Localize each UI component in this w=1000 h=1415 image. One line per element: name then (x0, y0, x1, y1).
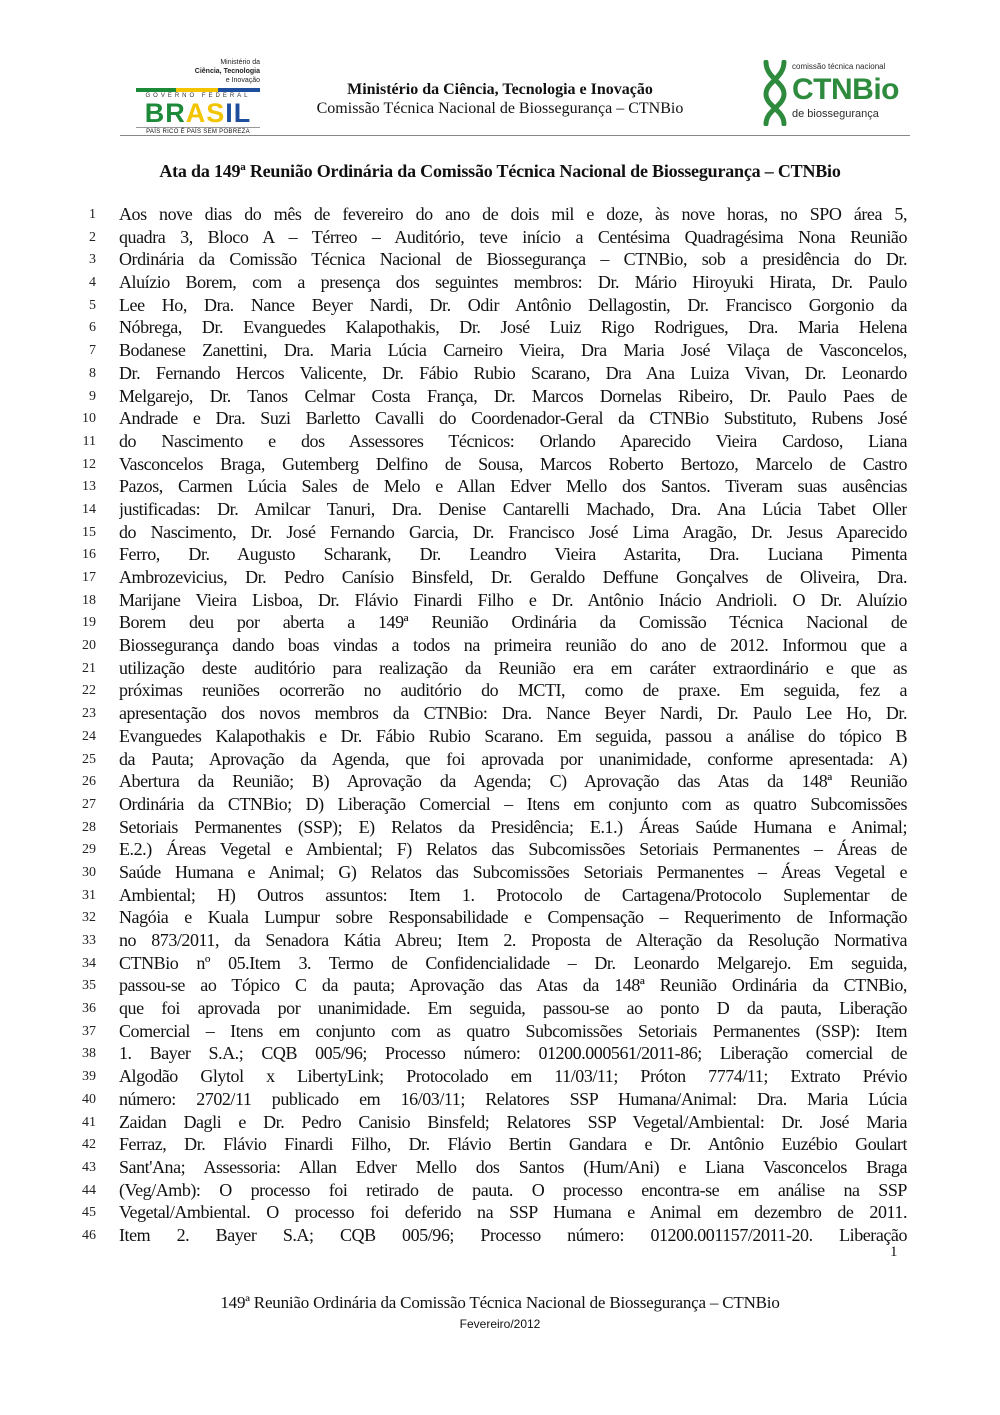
line-text: que foi aprovada por unanimidade. Em seguida, passou-se ao ponto D da pauta, Liberação (119, 998, 907, 1019)
line-number: 36 (82, 1001, 96, 1017)
line-number: 27 (82, 796, 96, 812)
line-number: 10 (82, 411, 96, 427)
line-number: 42 (82, 1137, 96, 1153)
text-line (0, 339, 1000, 362)
line-text: passou-se ao Tópico C da pauta; Aprovação das Atas da 148ª Reunião Ordinária da CTNBio, (119, 975, 907, 996)
line-number: 33 (82, 933, 96, 948)
line-number: 26 (82, 774, 96, 790)
line-text: Vegetal/Ambiental. O processo foi deferido na SSP Humana e Animal em dezembro de 2011. (119, 1202, 907, 1223)
line-text: Ferro, Dr. Augusto Scharank, Dr. Leandro Vieira Astarita, Dra. Luciana Pimenta (119, 544, 907, 565)
text-line (0, 725, 1000, 748)
line-number: 45 (82, 1205, 96, 1221)
line-number: 29 (82, 842, 96, 858)
line-number: 32 (82, 910, 96, 926)
line-text: Saúde Humana e Animal; G) Relatos das Subcomissões Setoriais Permanentes – Áreas Vegetal e (119, 861, 907, 882)
line-number: 17 (82, 570, 96, 585)
text-line (0, 679, 1000, 702)
line-number: 13 (82, 479, 96, 495)
text-line (0, 430, 1000, 453)
line-number: 4 (89, 275, 96, 291)
page-header (0, 0, 1000, 140)
text-line (0, 566, 1000, 589)
text-line (0, 997, 1000, 1020)
line-number: 20 (82, 638, 96, 654)
text-line (0, 271, 1000, 294)
text-line (0, 657, 1000, 680)
text-line (0, 203, 1000, 226)
text-line (0, 611, 1000, 634)
line-text: Dr. Fernando Hercos Valicente, Dr. Fábio Rubio Scarano, Dra Ana Luiza Vivan, Dr. Leonardo (119, 362, 907, 383)
text-line (0, 861, 1000, 884)
brasil-wordmark (136, 100, 260, 127)
flag-color-bar (136, 88, 260, 92)
header-divider (120, 135, 910, 136)
dna-helix-icon (760, 60, 790, 126)
line-text: 1. Bayer S.A.; CQB 005/96; Processo número: 01200.000561/2011-86; Liberação comercial de (119, 1043, 907, 1064)
line-text: Ordinária da Comissão Técnica Nacional de Biossegurança – CTNBio, sob a presidência do Dr. (119, 249, 907, 270)
brasil-text: BRASIL (144, 98, 252, 128)
line-number: 43 (82, 1159, 96, 1175)
line-number: 14 (82, 501, 96, 517)
line-number: 21 (82, 660, 96, 676)
line-text: Nagóia e Kuala Lumpur sobre Responsabilidade e Compensação – Requerimento de Informação (119, 907, 907, 928)
line-text: Aluízio Borem, com a presença dos seguintes membros: Dr. Mário Hiroyuki Hirata, Dr. Paulo (119, 272, 907, 293)
line-number: 41 (82, 1114, 96, 1130)
text-line (0, 498, 1000, 521)
line-number: 38 (82, 1046, 96, 1062)
line-text: número: 2702/11 publicado em 16/03/11; Relatores SSP Humana/Animal: Dra. Maria Lúcia (119, 1088, 907, 1109)
text-line (0, 952, 1000, 975)
line-text: quadra 3, Bloco A – Térreo – Auditório, teve início a Centésima Quadragésima Nona Reunião (119, 226, 907, 247)
line-text: apresentação dos novos membros da CTNBio: Dra. Nance Beyer Nardi, Dr. Paulo Lee Ho, Dr. (119, 703, 907, 724)
text-line (0, 1133, 1000, 1156)
text-line (0, 1088, 1000, 1111)
text-line (0, 385, 1000, 408)
line-number: 44 (82, 1182, 96, 1198)
governo-federal-text: GOVERNO FEDERAL (145, 93, 251, 99)
text-line (0, 294, 1000, 317)
line-text: Zaidan Dagli e Dr. Pedro Canisio Binsfeld; Relatores SSP Vegetal/Ambiental: Dr. José Maria (119, 1111, 907, 1132)
text-line (0, 226, 1000, 249)
line-text: Ferraz, Dr. Flávio Finardi Filho, Dr. Flávio Bertin Gandara e Dr. Antônio Euzébio Goulart (119, 1134, 907, 1155)
line-text: Nóbrega, Dr. Evanguedes Kalapothakis, Dr. José Luiz Rigo Rodrigues, Dra. Maria Helena (119, 317, 907, 338)
line-number: 37 (82, 1023, 96, 1039)
text-line (0, 929, 1000, 952)
line-text: Setoriais Permanentes (SSP); E) Relatos da Presidência; E.1.) Áreas Saúde Humana e Animal; (119, 816, 907, 837)
line-text: Sant'Ana; Assessoria: Allan Edver Mello dos Santos (Hum/Ani) e Liana Vasconcelos Braga (119, 1156, 907, 1177)
line-text: da Pauta; Aprovação da Agenda, que foi aprovada por unanimidade, conforme apresentada: A) (119, 748, 907, 769)
line-text: Abertura da Reunião; B) Aprovação da Agenda; C) Aprovação das Atas da 148ª Reunião (119, 771, 907, 792)
line-text: Item 2. Bayer S.A; CQB 005/96; Processo número: 01200.001157/2011-20. Liberação (119, 1224, 907, 1245)
text-line (0, 407, 1000, 430)
line-number: 39 (82, 1069, 96, 1085)
line-number: 16 (82, 547, 96, 563)
text-line (0, 1111, 1000, 1134)
line-text: Marijane Vieira Lisboa, Dr. Flávio Finardi Filho e Dr. Antônio Inácio Andrioli. O Dr. Aluízio (119, 589, 907, 610)
line-text: (Veg/Amb): O processo foi retirado de pauta. O processo encontra-se em análise na SSP (119, 1179, 907, 1200)
text-line (0, 1156, 1000, 1179)
line-text: próximas reuniões ocorrerão no auditório do MCTI, como de praxe. Em seguida, fez a (119, 680, 907, 701)
line-text: utilização deste auditório para realização da Reunião era em caráter extraordinário e que as (119, 657, 907, 678)
ministerio-line-3: e Inovação (225, 77, 260, 84)
line-number: 28 (82, 819, 96, 835)
commission-subtitle: Comissão Técnica Nacional de Biossegurança – CTNBio (316, 100, 684, 117)
line-text: Melgarejo, Dr. Tanos Celmar Costa França, Dr. Marcos Dornelas Ribeiro, Dr. Paulo Paes de (119, 385, 907, 406)
line-text: Ambrozevicius, Dr. Pedro Canísio Binsfeld, Dr. Geraldo Deffune Gonçalves de Oliveira, Dra. (119, 567, 907, 587)
line-text: Comercial – Itens em conjunto com as quatro Subcomissões Setoriais Permanentes (SSP): Item (119, 1020, 907, 1041)
text-line (0, 1201, 1000, 1224)
line-text: Algodão Glytol x LibertyLink; Protocolado em 11/03/11; Próton 7774/11; Extrato Prévio (119, 1066, 907, 1087)
line-number: 34 (82, 955, 96, 971)
line-number: 30 (82, 864, 96, 880)
text-line (0, 521, 1000, 544)
ministerio-line-2: Ciência, Tecnologia (194, 68, 260, 75)
line-number: 46 (82, 1227, 96, 1243)
text-line (0, 1020, 1000, 1043)
text-line (0, 884, 1000, 907)
ministry-title: Ministério da Ciência, Tecnologia e Inovação (347, 81, 653, 98)
text-line (0, 838, 1000, 861)
text-line (0, 702, 1000, 725)
line-text: E.2.) Áreas Vegetal e Ambiental; F) Relatos das Subcomissões Setoriais Permanentes – Áreas de (119, 839, 907, 860)
line-text: Andrade e Dra. Suzi Barletto Cavalli do Coordenador-Geral da CTNBio Substituto, Rubens José (119, 408, 907, 429)
line-number: 12 (82, 456, 96, 472)
line-text: CTNBio nº 05.Item 3. Termo de Confidencialidade – Dr. Leonardo Melgarejo. Em seguida, (119, 952, 907, 973)
text-line (0, 248, 1000, 271)
ministerio-line-1: Ministério da (220, 59, 260, 66)
line-number: 1 (89, 207, 96, 222)
line-number: 9 (89, 388, 96, 404)
numbered-text-body (0, 203, 1000, 1247)
line-number: 2 (89, 229, 96, 245)
line-number: 3 (89, 252, 96, 268)
line-text: do Nascimento, Dr. José Fernando Garcia, Dr. Francisco José Lima Aragão, Dr. Jesus Aparecido (119, 521, 907, 542)
text-line (0, 1042, 1000, 1065)
footer-date: Fevereiro/2012 (459, 1317, 541, 1331)
page-number: 1 (890, 1244, 898, 1260)
text-line (0, 1179, 1000, 1202)
line-text: no 873/2011, da Senadora Kátia Abreu; Item 2. Proposta de Alteração da Resolução Normativa (119, 930, 907, 950)
ctnbio-logo (760, 60, 900, 126)
header-titles (290, 80, 710, 118)
line-number: 15 (82, 524, 96, 540)
text-line (0, 475, 1000, 498)
text-line (0, 362, 1000, 385)
text-line (0, 543, 1000, 566)
footer-title: 149ª Reunião Ordinária da Comissão Técnica Nacional de Biossegurança – CTNBio (220, 1293, 780, 1312)
line-number: 24 (82, 728, 96, 744)
ctnbio-wordmark: CTNBio (792, 73, 899, 106)
line-text: Bodanese Zanettini, Dra. Maria Lúcia Carneiro Vieira, Dra Maria José Vilaça de Vasconcelos, (119, 340, 907, 361)
document-title: Ata da 149ª Reunião Ordinária da Comissão Técnica Nacional de Biossegurança – CTNBio (159, 161, 841, 181)
governo-brasil-logo (136, 58, 260, 134)
line-text: Lee Ho, Dra. Nance Beyer Nardi, Dr. Odir Antônio Dellagostin, Dr. Francisco Gorgonio da (119, 294, 907, 315)
ctnbio-small-text: comissão técnica nacional (792, 62, 886, 71)
text-line (0, 748, 1000, 771)
line-number: 6 (89, 320, 96, 336)
text-line (0, 906, 1000, 929)
line-text: Borem deu por aberta a 149ª Reunião Ordinária da Comissão Técnica Nacional de (119, 612, 907, 633)
line-number: 7 (89, 343, 96, 359)
line-text: justificadas: Dr. Amilcar Tanuri, Dra. Denise Cantarelli Machado, Dra. Ana Lúcia Tabet Oller (119, 498, 907, 519)
line-text: Pazos, Carmen Lúcia Sales de Melo e Allan Edver Mello dos Santos. Tiveram suas ausências (119, 476, 907, 497)
text-line (0, 589, 1000, 612)
text-line (0, 1224, 1000, 1247)
line-number: 8 (89, 365, 96, 381)
ctnbio-sub-text: de biossegurança (792, 108, 879, 120)
line-number: 25 (82, 751, 96, 767)
line-number: 31 (82, 887, 96, 903)
line-text: Biossegurança dando boas vindas a todos na primeira reunião do ano de 2012. Informou que a (119, 635, 907, 656)
text-line (0, 770, 1000, 793)
line-number: 18 (82, 592, 96, 608)
slogan-text: PAÍS RICO É PAÍS SEM POBREZA (136, 127, 260, 135)
line-text: Ordinária da CTNBio; D) Liberação Comercial – Itens em conjunto com as quatro Subcomissões (119, 793, 907, 814)
line-number: 5 (89, 297, 96, 313)
line-text: Vasconcelos Braga, Gutemberg Delfino de Sousa, Marcos Roberto Bertozo, Marcelo de Castro (119, 453, 907, 474)
line-number: 40 (82, 1091, 96, 1107)
text-line (0, 816, 1000, 839)
line-text: Evanguedes Kalapothakis e Dr. Fábio Rubio Scarano. Em seguida, passou a análise do tópico B (119, 725, 907, 746)
line-text: Ambiental; H) Outros assuntos: Item 1. Protocolo de Cartagena/Protocolo Suplementar de (119, 884, 907, 905)
line-number: 22 (82, 683, 96, 699)
text-line (0, 974, 1000, 997)
text-line (0, 634, 1000, 657)
text-line (0, 793, 1000, 816)
text-line (0, 316, 1000, 339)
text-line (0, 1065, 1000, 1088)
line-number: 19 (82, 615, 96, 631)
text-line (0, 453, 1000, 476)
line-number: 23 (82, 706, 96, 722)
line-text: do Nascimento e dos Assessores Técnicos: Orlando Aparecido Vieira Cardoso, Liana (119, 430, 907, 451)
line-number: 11 (82, 433, 96, 449)
line-text: Aos nove dias do mês de fevereiro do ano de dois mil e doze, às nove horas, no SPO área 5, (119, 204, 907, 224)
line-number: 35 (82, 978, 96, 994)
ministerio-logo-text (176, 58, 260, 85)
